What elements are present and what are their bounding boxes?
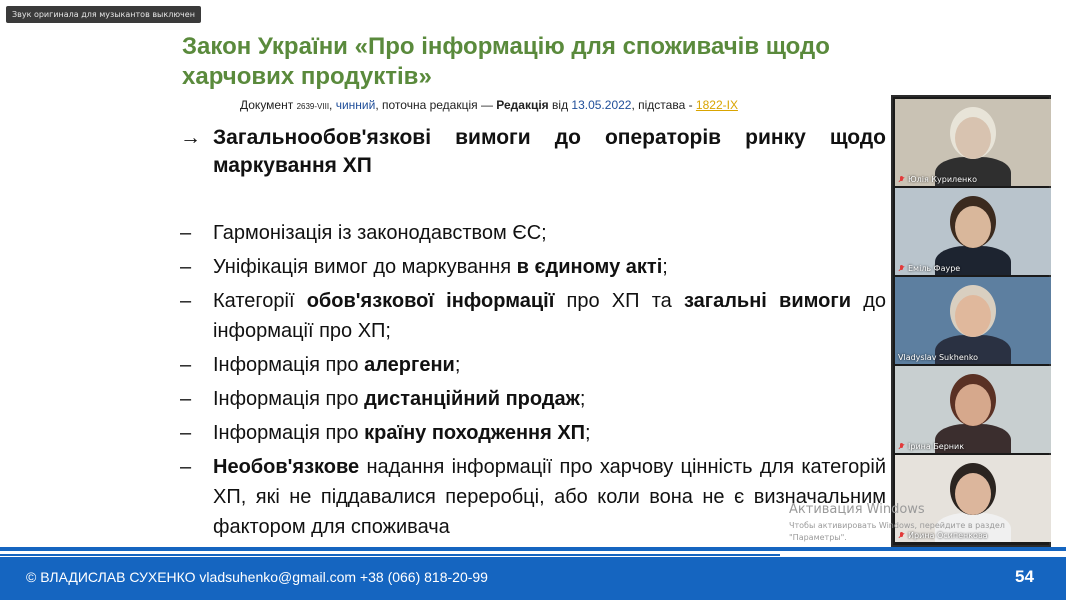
doc-basis: , підстава - xyxy=(631,98,696,112)
windows-activation-watermark xyxy=(789,502,1059,544)
video-participants-panel xyxy=(891,95,1051,547)
participant-name: Еміль Фауре xyxy=(908,264,961,273)
audio-notice: Звук оригинала для музыкантов выключен xyxy=(6,6,201,23)
participant-video-tile[interactable] xyxy=(895,99,1051,186)
text: Інформація про xyxy=(213,388,365,410)
footer-divider xyxy=(0,547,1066,551)
text: Уніфікація вимог до маркування xyxy=(213,256,517,278)
participant-video-tile[interactable] xyxy=(895,366,1051,453)
bold-text: дистанційний продаж xyxy=(364,388,580,410)
muted-mic-icon xyxy=(898,443,905,451)
bold-text: країну походження ХП xyxy=(364,422,586,444)
document-reference xyxy=(240,98,738,112)
participant-label xyxy=(898,264,960,273)
bold-text: алергени xyxy=(364,354,455,376)
list-item xyxy=(180,452,886,542)
dash-bullet-icon: – xyxy=(180,422,192,444)
participant-video-tile[interactable] xyxy=(895,188,1051,275)
text: Гармонізація із законодавством ЄС; xyxy=(213,222,547,244)
section-heading-text: Загальнообов'язкові вимоги до операторів ринку щодо маркування ХП xyxy=(213,126,886,177)
text: ; xyxy=(579,388,586,410)
activation-subtitle: Чтобы активировать Windows, перейдите в раздел "Параметры". xyxy=(789,521,1005,542)
bold-text: Необов'язкове xyxy=(213,456,360,478)
text: надання інформації про харчову цінність для категорій ХП, які не піддавалися переробці, або коли вона не є визначальним фактором для споживача xyxy=(213,456,886,538)
bold-text: загальні вимоги xyxy=(683,290,851,312)
doc-mid: , поточна редакція — xyxy=(375,98,497,112)
text: про ХП та xyxy=(554,290,684,312)
participant-name: Ірина Берник xyxy=(908,442,965,451)
dash-bullet-icon: – xyxy=(180,256,192,278)
list-item xyxy=(180,384,886,414)
text: Інформація про xyxy=(213,422,365,444)
doc-number: 2639-VIII xyxy=(296,102,330,111)
dash-bullet-icon: – xyxy=(180,222,192,244)
participant-name: Ирина Осипенкова xyxy=(908,531,988,540)
participant-label xyxy=(898,442,964,451)
text: Інформація про xyxy=(213,354,365,376)
footer-divider-thin xyxy=(0,554,780,556)
text: ; xyxy=(454,354,461,376)
activation-title: Активация Windows xyxy=(789,502,925,517)
slide-number: 54 xyxy=(1015,567,1034,586)
section-heading xyxy=(180,124,886,180)
participant-face xyxy=(955,117,991,159)
dash-bullet-icon: – xyxy=(180,456,192,478)
doc-from: від xyxy=(548,98,572,112)
slide-title: Закон України «Про інформацію для споживачів щодо харчових продуктів» xyxy=(182,33,830,90)
participant-label xyxy=(898,353,978,362)
list-item xyxy=(180,252,886,282)
participant-face xyxy=(955,384,991,426)
slide-footer xyxy=(0,557,1066,600)
dash-bullet-icon: – xyxy=(180,290,192,312)
muted-mic-icon xyxy=(898,265,905,273)
list-item xyxy=(180,286,886,346)
text: Категорії xyxy=(213,290,307,312)
list-item xyxy=(180,218,886,248)
text: до інформації про ХП; xyxy=(213,290,886,342)
requirements-list xyxy=(180,218,886,546)
doc-basis-link[interactable]: 1822-IX xyxy=(695,98,738,112)
doc-sep: , xyxy=(329,98,336,112)
author-contact: © ВЛАДИСЛАВ СУХЕНКО vladsuhenko@gmail.com +38 (066) 818-20-99 xyxy=(26,569,488,585)
dash-bullet-icon: – xyxy=(180,354,192,376)
doc-status: чинний xyxy=(335,98,376,112)
text: ; xyxy=(662,256,668,278)
muted-mic-icon xyxy=(898,176,905,184)
text: ; xyxy=(585,422,591,444)
participant-name: Юлія Куриленко xyxy=(908,175,978,184)
doc-prefix: Документ xyxy=(240,98,297,112)
participant-face xyxy=(955,206,991,248)
participant-video-tile[interactable] xyxy=(895,277,1051,364)
arrow-right-icon: → xyxy=(180,126,201,149)
dash-bullet-icon: – xyxy=(180,388,192,410)
list-item xyxy=(180,350,886,380)
doc-date: 13.05.2022 xyxy=(571,98,632,112)
bold-text: в єдиному акті xyxy=(516,256,663,278)
doc-redaction-label: Редакція xyxy=(496,98,549,112)
bold-text: обов'язкової інформації xyxy=(306,290,555,312)
list-item xyxy=(180,418,886,448)
participant-name: Vladyslav Sukhenko xyxy=(898,353,979,362)
participant-face xyxy=(955,295,991,337)
participant-label xyxy=(898,175,977,184)
